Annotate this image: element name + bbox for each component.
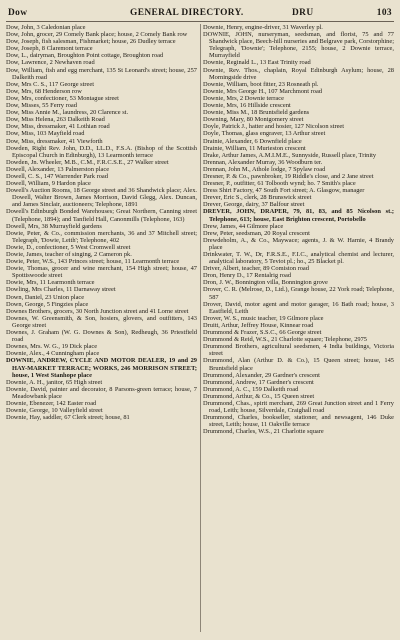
directory-entry: DOWNIE, JOHN, nurseryman, seedsman, and florist, 75 and 77 Shandwick place, Beech-hill nurseries and Belgrave park, Corstorphine; Telegraph, 'Downie'; Telephone, 2155; house, 2 Downie terrace, Murrayfield [203,31,394,60]
directory-entry: Dowell's Auction Rooms, 18 George street and 36 Shandwick place; Alex. Dowell, Walter Brown, James Morrison, David Glegg, Alex. Duncan, and James Sinclair, auctioneers; Telephone, 1891 [6,187,197,209]
directory-entry: Drover, C. R. (Melrose, D., Ltd.), Grange house, 22 York road; Telephone, 587 [203,286,394,301]
directory-entry: Dow, John, grocer, 29 Comely Bank place; house, 2 Comely Bank row [6,31,188,39]
page-header [6,7,394,22]
directory-entry: Dow, Miss, 103 Mayfield road [6,130,85,138]
column-divider [200,24,201,632]
directory-entry: Dress Shirt Factory, 47 South Fort street; A. Glasgow, manager [203,187,365,195]
directory-entry: Drover, David, motor agent and motor garager, 16 Bath road; house, 3 Eastfield, Leith [203,300,394,315]
directory-entry: Downes Brothers, grocers, 30 North Junction street and 41 Lorne street [6,307,189,315]
directory-entry: Dow, Mrs C. S., 117 George street [6,80,94,88]
directory-entry: Drew, James, 44 Gilmore place [203,222,284,230]
directory-entry: Dowie, D., confectioner, 5 West Cromwell street [6,243,131,251]
directory-entry: Dresner, P. & Co., pawnbroker, 19 Riddle's close, and 2 Jane street [203,172,374,180]
directory-entry: Downie, Rev. Thos., chaplain, Royal Edinburgh Asylum; house, 28 Morningside drive [203,66,394,81]
header-left-guide-word: Dow [8,8,28,18]
directory-entry: Dow, Lawrence, 2 Newhaven road [6,59,95,67]
directory-entry: Downie, Henry, engine-driver, 31 Waverley pl. [203,24,323,31]
directory-entry: Dow, Miss, dressmaker, 41 Viewforth [6,137,103,145]
directory-entry: Downie, A. H., janitor, 65 High street [6,378,103,386]
directory-entry: Drummond Brothers, agricultural seedsmen, 4 India buildings, Victoria street [203,343,394,358]
directory-entry: Drew, Peter, seedsman, 20 Royal crescent [203,229,310,237]
header-title: GENERAL DIRECTORY. [130,8,244,18]
directory-entry: Drinkwater, T. W., Dr, F.R.S.E., F.I.C., analytical chemist and lecturer, analytical laboratory, 5 Teviot pl.; ho., 25 Blacket pl. [203,251,394,266]
directory-entry: Dow, Mrs, 68 Henderson row [6,87,82,95]
left-column [6,24,197,636]
directory-entry: Downes, W. Greensmith, & Son, hosiers, glovers, and outfitters, 143 George street [6,314,197,329]
directory-entry: Downie, Miss M., 18 Bruntsfield gardens [203,109,310,117]
directory-entry: Downie, Mrs, 16 Hillside crescent [203,102,291,110]
directory-entry: DREVER, JOHN, DRAPER, 79, 81, 83, and 85 Nicolson st.; Telephone, 613; house, East Brighton crescent, Portobello [203,208,394,223]
directory-entry: Downie, Ebenezer, 142 Easter road [6,399,97,407]
directory-entry: Dowden, Jn. Wheeler, M.B., C.M., F.R.C.S.E., 27 Walker street [6,158,169,166]
directory-entry: Drummond, Alexander, 29 Gardner's crescent [203,371,320,379]
directory-entry: Dow, John, 3 Caledonian place [6,24,86,31]
directory-entry: Drennan, Alexander Murray, 36 Woodburn ter. [203,158,323,166]
directory-entry: Drummond, Chas., spirit merchant, 269 Great Junction street and 1 Ferry road, Leith; house, Silverdale, Craighall road [203,399,394,415]
directory-entry: Drummond & Reid, W.S., 21 Charlotte square; Telephone, 2975 [203,336,367,344]
directory-entry: Downing, Mary, 80 Montgomery street [203,116,304,124]
directory-entry: Dowell, Mrs, 38 Murrayfield gardens [6,222,102,230]
directory-entry: Drummond, Alan (Arthur D. & Co.), 15 Queen street; house, 145 Bruntsfield place [203,357,394,372]
directory-entry: Downie, Alex., 4 Cunningham place [6,350,100,358]
directory-entry: Drever, Eric S., clerk, 28 Brunswick street [203,194,312,202]
directory-entry: Down, Daniel, 23 Union place [6,293,85,301]
directory-entry: Dowling, Mrs Charles, 11 Darnaway street [6,286,116,294]
directory-entry: Drainie, Alexander, 6 Downfield place [203,137,302,145]
directory-entry: Drainie, William, 11 Murieston crescent [203,144,306,152]
directory-entry: Druitt, Arthur, Jeffrey House, Kinnear road [203,321,314,329]
directory-columns [6,24,394,636]
directory-entry: Drewdeholm, A., & Co., Maywace; agents, J. & W. Harnie, 4 Brandy place [203,236,394,251]
directory-entry: DOWNIE, ANDREW, CYCLE AND MOTOR DEALER, 19 and 29 HAY-MARKET TERRACE; WORKS, 246 MORRISON STREET; house, 1 West Stanhope place [6,357,197,379]
directory-entry: Dowell, Alexander, 13 Palmerston place [6,165,110,173]
directory-entry: Dowie, Mrs, 11 Learmonth terrace [6,279,95,287]
directory-entry: Dowie, Peter, & Co., commission merchants, 36 and 37 Mitchell street; Telegraph, 'Dowie, Leith'; Telephone, 402 [6,229,197,244]
directory-entry: Dowell's Edinburgh Bonded Warehouses; Great Northern, Canning street (Telephone, 1894); and Tanfield Hall, Canonmills (Telephone, 163) [6,208,197,223]
directory-entry: Drummond & Frazer, S.S.C., 66 George street [203,329,322,337]
directory-entry: Downie, David, painter and decorator, 8 Parsons-green terrace; house, 7 Meadowbank place [6,385,197,400]
directory-entry: Downie, William, boot fitter, 23 Rosneath pl. [203,80,319,88]
directory-entry: Dron, J. W., Bonnington villa, Bonnington grove [203,279,328,287]
directory-entry: Drummond, Charles, bookseller, stationer, and newsagent, 146 Duke street, Leith; house, 11 Oakville terrace [203,414,394,429]
directory-entry: Dowden, Right Rev. John, D.D., LL.D., F.S.A. (Bishop of the Scottish Episcopal Church in Edinburgh), 13 Learmonth terrace [6,144,197,159]
directory-entry: Dow, L., dairyman, Broughton Point cottage, Broughton road [6,52,164,60]
directory-entry: Downes, J. Graham (W. G. Downes & Son), Redheugh, 36 Priestfield road [6,329,197,344]
directory-entry: Dowie, Peter, W.S., 143 Princes street; house, 11 Learmonth terrace [6,258,180,266]
directory-entry: Drake, Arthur James, A.M.I.M.E., Sunnyside, Russell place, Trinity [203,151,377,159]
directory-entry: Drummond, Andrew, 17 Gardner's crescent [203,378,314,386]
right-column [203,24,394,636]
directory-entry: Dow, Miss Helena, 263 Dalkeith Road [6,116,105,124]
directory-entry: Drummond, Charles, W.S., 21 Charlotte square [203,428,324,436]
directory-entry: Driver, Albert, teacher, 89 Comiston road [203,265,309,273]
directory-entry: Drennan, John M., Athole lodge, 7 Spylaw road [203,165,326,173]
directory-entry: Dow, William, fish and egg merchant, 135 St Leonard's street; house, 257 Dalkeith road [6,66,197,81]
directory-entry: Dow, Miss, dressmaker, 41 Lothian road [6,123,110,131]
directory-entry: Drever, George, dairy, 37 Balfour street [203,201,305,209]
directory-entry: Dresner, P., outfitter, 61 Tolbooth wynd; ho. 7 Smith's place [203,180,356,188]
page-number: 103 [376,8,392,18]
directory-entry: Downie, Mrs George H., 107 Marchmont road [203,87,322,95]
directory-entry: Down, George, 5 Fingzies place [6,300,89,308]
directory-entry: Dowie, James, teacher of singing, 2 Cameron pk. [6,251,132,258]
directory-entry: Drover, W. S., music teacher, 19 Gilmore place [203,314,324,322]
directory-entry: Downie, George, 10 Valleyfield street [6,407,103,415]
directory-entry: Dron, Henry D., 17 Rentalrig road [203,272,292,280]
directory-entry: Dowell, William, 9 Hardon place [6,180,91,188]
directory-entry: Downie, Mrs, 2 Downie terrace [203,94,284,102]
directory-entry: Dowell, C. S., 147 Warrender Park road [6,172,108,180]
directory-entry: Downie, Reginald L., 13 East Trinity road [203,59,311,67]
directory-entry: Dowie, Thomas, grocer and wine merchant, 154 High street; house, 47 Spottiswoode street [6,265,197,280]
directory-entry: Dow, Joseph, fish salesman, Fishmarket; house, 26 Dudley terrace [6,38,176,46]
directory-entry: Doyle, Thomas, glass engraver, 13 Arthur street [203,130,326,138]
directory-entry: Drummond, Arthur, & Co., 15 Queen street [203,392,315,400]
directory-entry: Downes, Mrs. W. G., 19 Dick place [6,343,98,351]
directory-entry: Dow, Joseph, 8 Claremont terrace [6,45,93,53]
directory-entry: Drummond, A. C., 159 Dalkeith road [203,385,299,393]
directory-entry: Downie, Hay, saddler, 67 Clerk street; house, 81 [6,414,130,422]
directory-entry: Dow, Mrs, confectioner, 53 Montague street [6,94,119,102]
directory-entry: Dow, Miss Annie M., laundress, 20 Clarence st. [6,109,129,117]
header-right-guide-word: DRU [292,8,314,18]
directory-entry: Doyle, Patrick J., hatter and hosier, 127 Nicolson street [203,123,345,131]
directory-entry: Dow, Misses, 55 Ferry road [6,102,77,110]
